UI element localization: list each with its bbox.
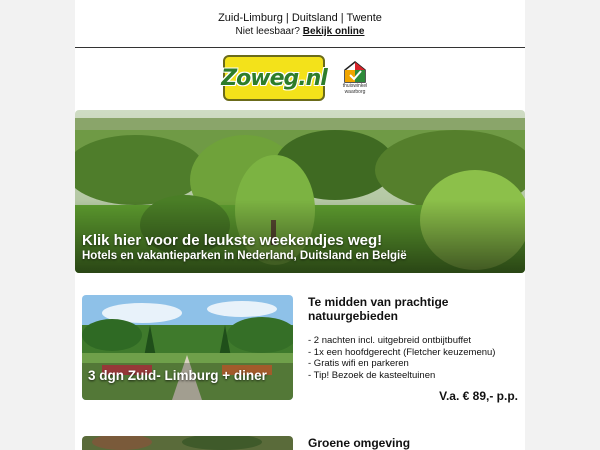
region-list: Zuid-Limburg | Duitsland | Twente bbox=[218, 12, 382, 24]
thuiswinkel-logo[interactable] bbox=[337, 61, 373, 101]
offer-feature: - Tip! Bezoek de kasteeltuinen bbox=[308, 369, 436, 381]
house-icon bbox=[344, 61, 366, 83]
logo-row bbox=[75, 55, 525, 103]
offer-feature: - 2 nachten incl. uitgebreid ontbijtbuffet bbox=[308, 335, 472, 346]
offer-info bbox=[308, 295, 518, 403]
offer-feature: - Gratis wifi en parkeren bbox=[308, 358, 409, 369]
offer-image-label: 3 dgn Zuid- Limburg + diner bbox=[88, 368, 267, 383]
zoweg-logo-text: Zoweg.nl bbox=[221, 65, 327, 91]
offer-card[interactable] bbox=[82, 436, 518, 450]
header-divider bbox=[75, 47, 525, 48]
hero-subline: Hotels en vakantieparken in Nederland, Duitsland en België bbox=[82, 250, 407, 262]
offer-title[interactable]: Te midden van prachtige natuurgebieden bbox=[308, 295, 449, 323]
offer-image[interactable] bbox=[82, 436, 293, 450]
offer-features bbox=[308, 335, 518, 381]
offer-card[interactable] bbox=[82, 295, 518, 405]
view-online-line bbox=[75, 25, 525, 39]
offer-info bbox=[308, 436, 518, 450]
offer-price[interactable]: V.a. € 89,- p.p. bbox=[439, 389, 518, 403]
preheader bbox=[75, 0, 525, 39]
offer-image[interactable] bbox=[82, 295, 293, 400]
hero-banner[interactable] bbox=[75, 110, 525, 273]
view-online-link[interactable]: Bekijk online bbox=[302, 26, 365, 37]
hero-headline: Klik hier voor de leukste weekendjes weg! bbox=[82, 232, 383, 249]
zoweg-logo[interactable] bbox=[223, 55, 325, 101]
offer-feature: - 1x een hoofdgerecht (Fletcher keuzemenu) bbox=[308, 346, 496, 358]
email-container bbox=[75, 0, 525, 450]
waarborg-label: waarborg bbox=[344, 89, 366, 95]
unreadable-text: Niet leesbaar? bbox=[235, 26, 300, 37]
offer-title[interactable]: Groene omgeving bbox=[308, 436, 411, 450]
thuiswinkel-label: thuiswinkel bbox=[342, 83, 368, 89]
castle-garden-image bbox=[82, 295, 293, 400]
offer-image-preview bbox=[82, 436, 293, 450]
